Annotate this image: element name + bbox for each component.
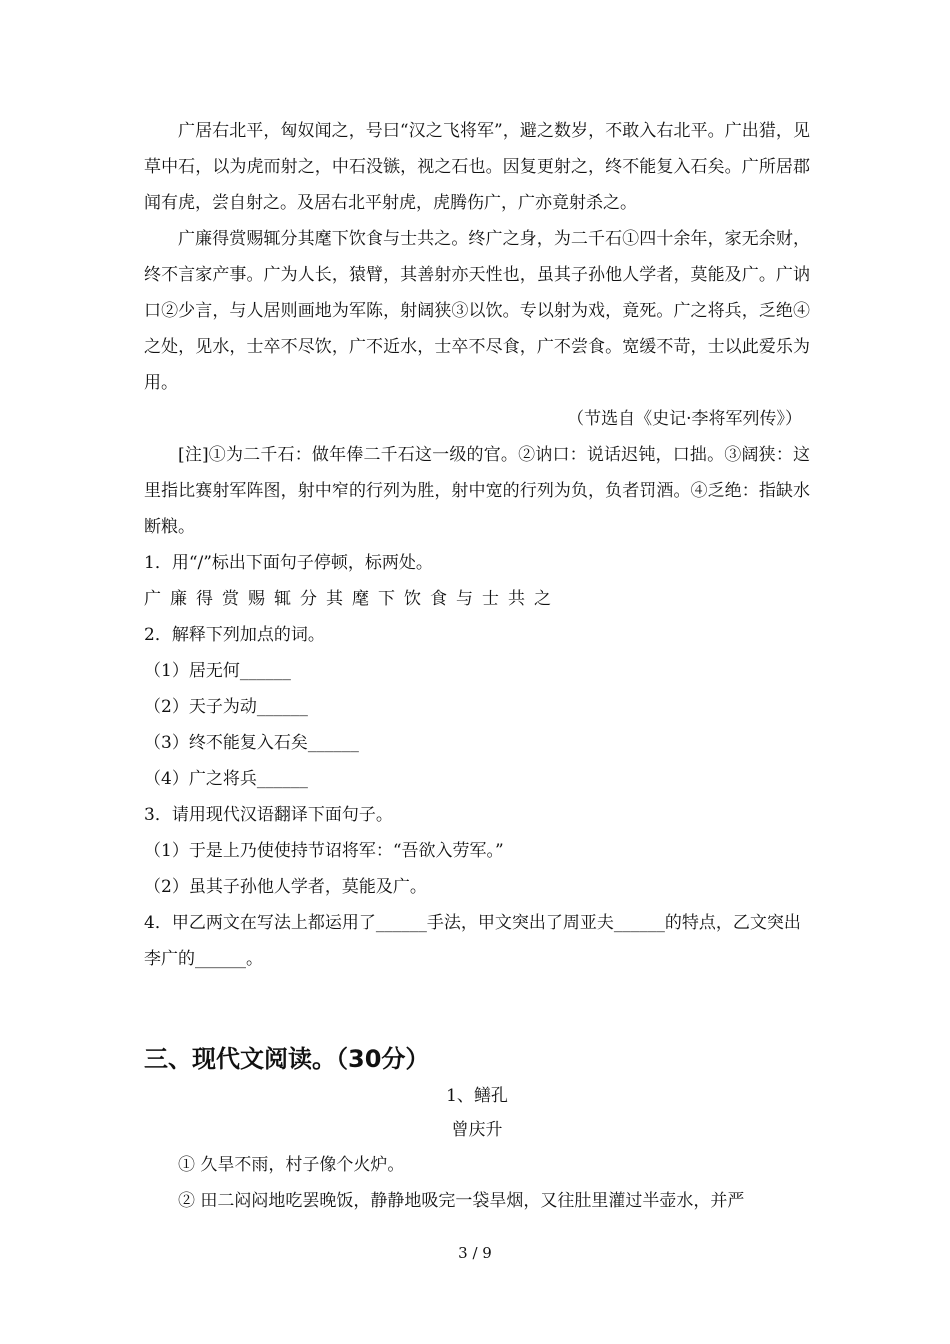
question-4: 4．甲乙两文在写法上都运用了______手法，甲文突出了周亚夫______的特点，乙文突出李广的______。 [144, 913, 801, 969]
question-1: 1．用“/”标出下面句子停顿，标两处。 [144, 553, 433, 573]
question-2-item-2: （2）天子为动______ [144, 697, 308, 717]
article-paragraph-1: ① 久旱不雨，村子像个火炉。 [178, 1155, 405, 1175]
question-3: 3．请用现代汉语翻译下面句子。 [144, 805, 393, 825]
question-2-item-4: （4）广之将兵______ [144, 769, 308, 789]
passage-source: （节选自《史记·李将军列传》） [567, 409, 802, 429]
question-2: 2．解释下列加点的词。 [144, 625, 325, 645]
article-title: 1、鳝孔 [446, 1086, 508, 1106]
passage-paragraph-2: 广廉得赏赐辄分其麾下饮食与士共之。终广之身，为二千石①四十余年，家无余财，终不言家产事。广为人长，猿臂，其善射亦天性也，虽其子孙他人学者，莫能及广。广讷口②少言，与人居则画地为军陈，射阔狭③以饮。专以射为戏，竟死。广之将兵，乏绝④之处，见水，士卒不尽饮，广不近水，士卒不尽食，广不尝食。宽缓不苛，士以此爱乐为用。 [144, 229, 810, 393]
article-paragraph-2: ② 田二闷闷地吃罢晚饭，静静地吸完一袋旱烟，又往肚里灌过半壶水，并严 [178, 1191, 745, 1211]
article-author: 曾庆升 [451, 1120, 503, 1140]
question-3-item-1: （1）于是上乃使使持节诏将军：“吾欲入劳军。” [144, 841, 504, 861]
page-content [144, 113, 810, 1219]
question-2-item-1: （1）居无何______ [144, 661, 291, 681]
section-heading: 三、现代文阅读。（30分） [144, 1045, 430, 1073]
question-1-sentence: 广廉得赏赐辄分其麾下饮食与士共之 [144, 589, 560, 609]
passage-notes: [注]①为二千石：做年俸二千石这一级的官。②讷口：说话迟钝，口拙。③阔狭：这里指比赛射军阵图，射中窄的行列为胜，射中宽的行列为负，负者罚酒。④乏绝：指缺水断粮。 [144, 445, 810, 537]
passage-paragraph-1: 广居右北平，匈奴闻之，号曰“汉之飞将军”，避之数岁，不敢入右北平。广出猎，见草中石，以为虎而射之，中石没镞，视之石也。因复更射之，终不能复入石矣。广所居郡闻有虎，尝自射之。及居右北平射虎，虎腾伤广，广亦竟射杀之。 [144, 121, 810, 213]
question-3-item-2: （2）虽其子孙他人学者，莫能及广。 [144, 877, 427, 897]
question-2-item-3: （3）终不能复入石矣______ [144, 733, 359, 753]
page-number: 3 / 9 [458, 1244, 492, 1262]
